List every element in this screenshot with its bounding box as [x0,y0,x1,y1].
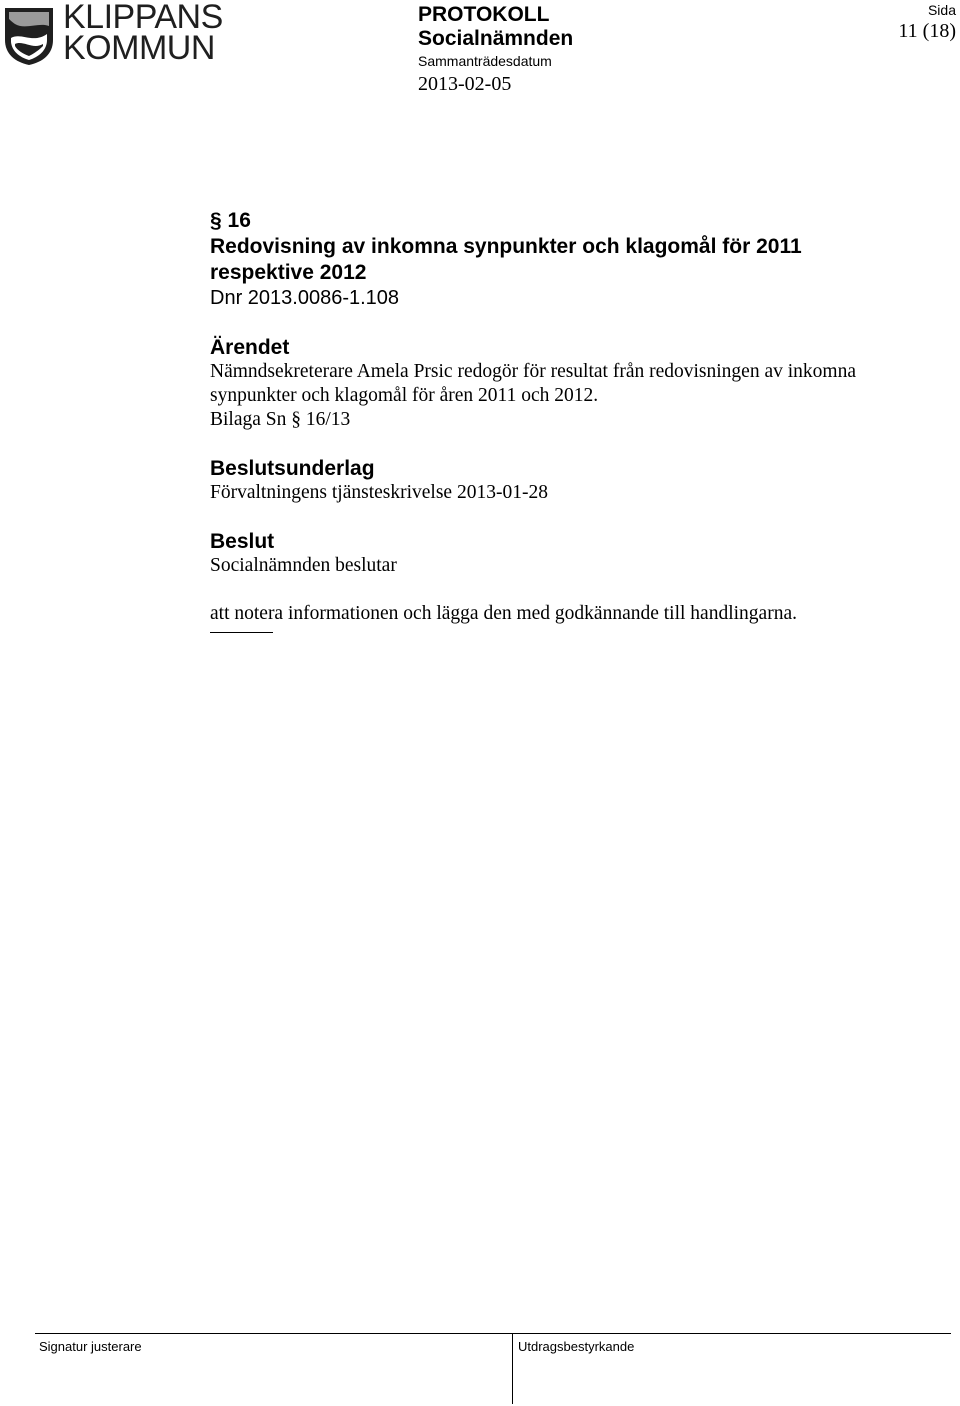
page-label: Sida [927,2,956,18]
certification-label: Utdragsbestyrkande [518,1339,635,1354]
footer-divider [512,1334,513,1404]
arendet-text-line1: Nämndsekreterare Amela Prsic redogör för resultat från redovisningen av inkomna [210,361,856,382]
municipality-logo [3,0,223,67]
arendet-text-line2: synpunkter och klagomål för åren 2011 och 2012. [210,385,599,406]
beslut-decision: att notera informationen och lägga den med godkännande till handlingarna. [210,603,797,624]
arendet-heading: Ärendet [210,336,290,359]
footer-rule [35,1333,951,1334]
beslutsunderlag-heading: Beslutsunderlag [210,457,375,480]
doc-type: PROTOKOLL [418,3,550,26]
logo-text-line1: KLIPPANS [63,0,223,36]
body-name: Socialnämnden [418,27,574,50]
section-number: 16 [227,209,251,232]
item-title-line2: respektive 2012 [210,261,367,284]
page-number: 11 (18) [898,20,956,42]
document-body [210,208,930,633]
logo-wordmark [63,0,223,67]
date-label: Sammanträdesdatum [418,53,552,69]
meeting-date: 2013-02-05 [418,73,512,95]
signature-label: Signatur justerare [39,1339,142,1354]
logo-text-line2: KOMMUN [63,29,215,67]
item-title-line1: Redovisning av inkomna synpunkter och klagomål för 2011 [210,235,802,258]
beslut-intro: Socialnämnden beslutar [210,555,397,576]
arendet-attachment: Bilaga Sn § 16/13 [210,409,351,430]
beslut-heading: Beslut [210,530,275,553]
item-number [210,208,930,234]
diary-number: Dnr 2013.0086-1.108 [210,287,400,309]
section-symbol: § [210,209,222,232]
municipal-coat-of-arms-icon [3,4,59,66]
end-rule [210,632,273,633]
document-header [418,3,573,96]
beslutsunderlag-text: Förvaltningens tjänsteskrivelse 2013-01-28 [210,482,548,503]
